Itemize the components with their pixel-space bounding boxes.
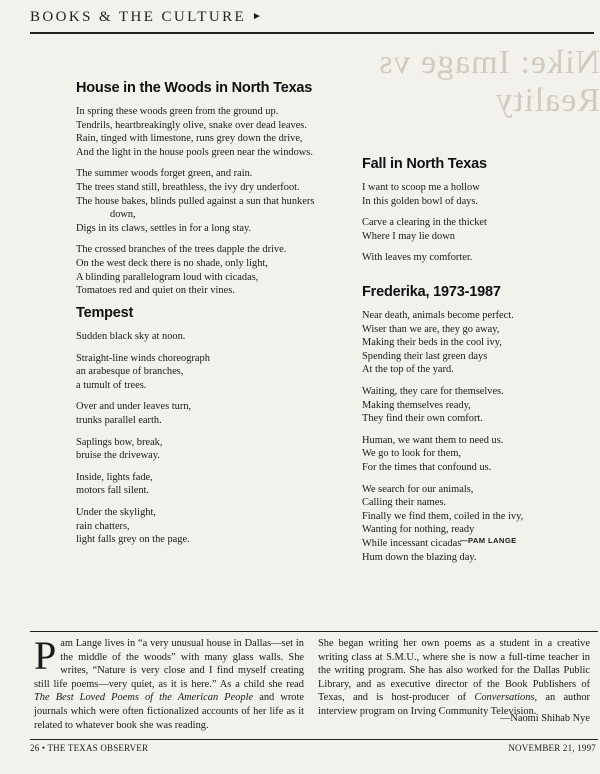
- poem-line: trunks parallel earth.: [76, 414, 162, 426]
- bio-right-text-a: She began writing her own poems as a student in a creative writing class at S.M.U., where she is now a full-time teacher in the writing program. She has also worked for the Dallas Public Library, and as executive director of the Book Publishers of Texas, and is host-producer of: [318, 638, 590, 704]
- stanza: [362, 385, 523, 426]
- stanza: [76, 243, 314, 297]
- poem-title: House in the Woods in North Texas: [76, 80, 313, 96]
- poem-line: Making their beds in the cool ivy,: [362, 337, 502, 349]
- triangle-right-icon: ►: [252, 11, 262, 22]
- footer-page-info: 26 • THE TEXAS OBSERVER: [30, 743, 149, 753]
- poem-line: Making themselves ready,: [362, 399, 471, 411]
- poem-line: In spring these woods green from the ground up.: [76, 106, 279, 117]
- poem-line: Hum down the blazing day.: [362, 551, 477, 563]
- poem-tempest: [76, 305, 210, 555]
- bleed-through-title: Nike: Image vs Reality: [378, 44, 600, 119]
- poem-line: bruise the driveway.: [76, 450, 160, 462]
- bio-left-column: [34, 633, 304, 732]
- stanza: [362, 434, 523, 475]
- poem-line: Carve a clearing in the thicket: [362, 217, 487, 229]
- stanza: [362, 483, 523, 565]
- poem-line: The trees stand still, breathless, the ivy dry underfoot.: [76, 181, 300, 193]
- poem-line: And the light in the house pools green near the windows.: [76, 146, 313, 158]
- poem-line: We search for our animals,: [362, 483, 474, 495]
- poem-line: Finally we find them, coiled in the ivy,: [362, 510, 524, 522]
- poem-line: a tumult of trees.: [76, 379, 147, 391]
- drop-cap: P: [34, 633, 57, 678]
- stanza: [76, 400, 210, 427]
- poem-line: Wiser than we are, they go away,: [362, 323, 500, 335]
- section-label: BOOKS & THE CULTURE: [30, 9, 247, 25]
- bio-right-column: [318, 637, 590, 719]
- section-header: [30, 8, 598, 26]
- bio-top-rule: [30, 631, 598, 632]
- poem-line: light falls grey on the page.: [76, 534, 190, 546]
- poem-line: Near death, animals become perfect.: [362, 310, 514, 321]
- poem-line: The summer woods forget green, and rain.: [76, 168, 253, 180]
- poem-line: Calling their names.: [362, 497, 446, 509]
- poem-line: They find their own comfort.: [362, 413, 483, 425]
- footer-date: NOVEMBER 21, 1997: [508, 743, 596, 753]
- poem-line: motors fall silent.: [76, 485, 150, 497]
- poem-line: Over and under leaves turn,: [76, 401, 192, 413]
- poem-line: Straight-line winds choreograph: [76, 352, 210, 364]
- poem-title: Frederika, 1973-1987: [362, 284, 501, 300]
- poem-frederika: [362, 284, 523, 572]
- poem-line: Where I may lie down: [362, 230, 455, 242]
- poem-line: Waiting, they care for themselves.: [362, 385, 504, 397]
- poem-line: Human, we want them to need us.: [362, 434, 504, 446]
- stanza: [76, 105, 314, 159]
- poem-line: We go to look for them,: [362, 448, 462, 460]
- bio-right-text-b: an author interview program on Irving Community Television.: [318, 692, 590, 717]
- poem-house-in-the-woods: [76, 80, 314, 306]
- poem-line: Tomatoes red and quiet on their vines.: [76, 285, 235, 297]
- stanza: [362, 309, 523, 377]
- poem-line: The crossed branches of the trees dapple the drive.: [76, 244, 287, 256]
- poem-line: On the west deck there is no shade, only light,: [76, 257, 268, 269]
- poem-line: Sudden black sky at noon.: [76, 331, 186, 342]
- stanza: [362, 181, 487, 208]
- poem-line: Digs in its claws, settles in for a long stay.: [76, 222, 252, 234]
- poem-line: Inside, lights fade,: [76, 471, 153, 483]
- bio-left-text-b: and wrote journals which were often fictionalized accounts of her life as it related to whatever book she was reading.: [34, 692, 304, 731]
- poem-line: At the top of the yard.: [362, 364, 454, 376]
- stanza: [76, 506, 210, 547]
- poet-signature: —PAM LANGE: [460, 536, 517, 545]
- poem-fall-in-north-texas: [362, 156, 487, 273]
- poem-line: In this golden bowl of days.: [362, 195, 479, 207]
- bio-book-title: The Best Loved Poems of the American People: [34, 692, 254, 704]
- stanza: [362, 251, 487, 265]
- poem-line: The house bakes, blinds pulled against a sun that hunkers: [76, 195, 315, 207]
- bio-bottom-rule: [30, 739, 598, 740]
- stanza: [76, 471, 210, 498]
- bio-left-text-a: am Lange lives in “a very unusual house in Dallas—set in the middle of the woods” with many glass walls. She writes, “Nature is very close and I find myself creating still life poems—very quiet, as it is here.” As a child she read: [34, 638, 304, 690]
- poem-line: Rain, tinged with limestone, runs grey down the drive,: [76, 133, 303, 145]
- poem-line: Spending their last green days: [362, 350, 488, 362]
- header-rule: [30, 32, 594, 34]
- poem-line: rain chatters,: [76, 520, 130, 532]
- poem-line: an arabesque of branches,: [76, 366, 184, 378]
- poem-line: down,: [110, 209, 136, 221]
- poem-line: Tendrils, heartbreakingly olive, snake over dead leaves.: [76, 119, 307, 131]
- poem-line: I want to scoop me a hollow: [362, 182, 480, 193]
- stanza: [362, 216, 487, 243]
- poem-line: With leaves my comforter.: [362, 252, 473, 264]
- poem-line: Saplings bow, break,: [76, 436, 163, 448]
- poem-line: Wanting for nothing, ready: [362, 524, 475, 536]
- stanza: [76, 436, 210, 463]
- bio-program-title: Conversations,: [474, 692, 538, 704]
- poem-title: Fall in North Texas: [362, 156, 487, 172]
- poem-line: Under the skylight,: [76, 506, 156, 518]
- bio-credit: —Naomi Shihab Nye: [499, 713, 590, 724]
- poem-line: For the times that confound us.: [362, 461, 492, 473]
- poem-title: Tempest: [76, 305, 134, 321]
- stanza: [76, 167, 314, 235]
- poem-line: A blinding parallelogram loud with cicadas,: [76, 271, 259, 283]
- stanza: [76, 330, 210, 344]
- stanza: [76, 352, 210, 393]
- poem-line: While incessant cicadas: [362, 537, 462, 549]
